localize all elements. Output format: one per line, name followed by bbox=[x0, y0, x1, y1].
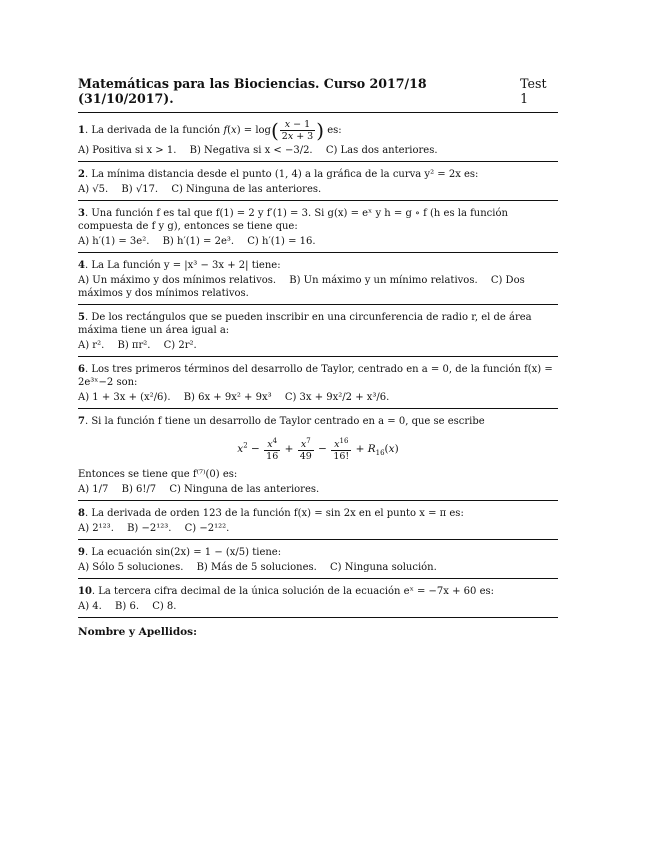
option-a[interactable]: A) 4. bbox=[78, 601, 102, 613]
option-b[interactable]: B) 6!/7 bbox=[121, 484, 157, 496]
taylor-expansion-formula: $x^2$ − $\frac{x^4}{16}$ + $\frac{x^7}{49}$ − $\frac{x^{16}}{16!}$ + $R_{16}(x)$ bbox=[237, 437, 399, 463]
question-number: 9 bbox=[78, 547, 85, 559]
question-1 bbox=[78, 113, 558, 162]
question-number: 2 bbox=[78, 169, 85, 180]
test-label: Test 1 bbox=[520, 76, 547, 106]
option-c[interactable]: C) 2r². bbox=[163, 340, 197, 351]
answer-options bbox=[78, 483, 558, 496]
option-a[interactable]: A) 2¹²³. bbox=[78, 523, 114, 535]
question-number: 1 bbox=[78, 125, 85, 136]
question-prompt: . La La función y = |x³ − 3x + 2| tiene: bbox=[84, 260, 281, 271]
question-number: 10 bbox=[78, 586, 92, 598]
question-prompt: . Si la función f tiene un desarrollo de Taylor centrado en a = 0, que se escribe bbox=[84, 416, 485, 427]
option-b[interactable]: B) −2¹²³. bbox=[127, 523, 172, 535]
question-5 bbox=[78, 305, 558, 357]
option-a[interactable]: A) h′(1) = 3e². bbox=[78, 236, 150, 247]
question-number: 6 bbox=[78, 364, 85, 375]
option-a[interactable]: A) r². bbox=[78, 340, 105, 351]
question-prompt: . La tercera cifra decimal de la única solución de la ecuación eˣ = −7x + 60 es: bbox=[91, 586, 494, 598]
answer-options bbox=[78, 339, 558, 352]
question-number: 3 bbox=[78, 208, 85, 219]
answer-options bbox=[78, 391, 558, 404]
option-c[interactable]: C) Ninguna solución. bbox=[330, 562, 437, 574]
option-b[interactable]: B) πr². bbox=[117, 340, 151, 351]
question-number: 5 bbox=[78, 312, 85, 323]
option-c[interactable]: C) −2¹²². bbox=[184, 523, 230, 535]
question-prompt: . La ecuación sin(2x) = 1 − (x/5) tiene: bbox=[84, 547, 282, 559]
question-9 bbox=[78, 540, 558, 579]
question-8 bbox=[78, 501, 558, 540]
question-prompt: . La mínima distancia desde el punto (1, 4) a la gráfica de la curva y² = 2x es: bbox=[84, 169, 479, 180]
question-prompt: . Una función f es tal que f(1) = 2 y f′(1) = 3. Si g(x) = eˣ y h = g ∘ f (h es la función compuesta de f y g), entonces se tiene que: bbox=[78, 208, 508, 232]
option-c[interactable]: C) Ninguna de las anteriores. bbox=[169, 484, 320, 496]
name-field-label: Nombre y Apellidos: bbox=[78, 626, 197, 639]
option-a[interactable]: A) Un máximo y dos mínimos relativos. bbox=[78, 275, 277, 286]
answer-options bbox=[78, 144, 558, 157]
option-b[interactable]: B) h′(1) = 2e³. bbox=[162, 236, 235, 247]
answer-options bbox=[78, 183, 558, 196]
question-followup: Entonces se tiene que f⁽⁷⁾(0) es: bbox=[78, 469, 238, 481]
option-a[interactable]: A) Sólo 5 soluciones. bbox=[78, 562, 184, 574]
option-c[interactable]: C) h′(1) = 16. bbox=[247, 236, 316, 247]
question-prompt: . De los rectángulos que se pueden inscribir en una circunferencia de radio r, el de área máxima tiene un área igual a: bbox=[78, 312, 532, 336]
question-4 bbox=[78, 253, 558, 305]
exam-page bbox=[78, 76, 558, 638]
question-prompt: . Los tres primeros términos del desarrollo de Taylor, centrado en a = 0, de la función f(x) = 2e³ˣ−2 son: bbox=[78, 364, 553, 388]
formula-derivative-function: f(x) = log( $\frac{x - 1}{2x + 3}$ ) bbox=[223, 118, 325, 143]
exam-header bbox=[78, 76, 558, 113]
answer-options bbox=[78, 522, 558, 535]
answer-options bbox=[78, 561, 558, 574]
option-c[interactable]: C) Ninguna de las anteriores. bbox=[171, 184, 322, 195]
option-b[interactable]: B) 6. bbox=[115, 601, 140, 613]
question-number: 8 bbox=[78, 508, 85, 520]
question-number: 7 bbox=[78, 416, 85, 427]
question-number: 4 bbox=[78, 260, 85, 271]
question-2 bbox=[78, 162, 558, 201]
option-a[interactable]: A) 1 + 3x + (x²/6). bbox=[78, 392, 171, 403]
option-b[interactable]: B) Un máximo y un mínimo relativos. bbox=[289, 275, 478, 286]
option-a[interactable]: A) Positiva si x > 1. bbox=[78, 145, 177, 156]
question-prompt: . La derivada de la función bbox=[84, 125, 221, 136]
option-b[interactable]: B) √17. bbox=[121, 184, 159, 195]
question-prompt-end: es: bbox=[327, 125, 342, 136]
question-prompt: . La derivada de orden 123 de la función f(x) = sin 2x en el punto x = π es: bbox=[84, 508, 464, 520]
question-3 bbox=[78, 201, 558, 253]
answer-options bbox=[78, 274, 558, 300]
option-b[interactable]: B) Más de 5 soluciones. bbox=[196, 562, 317, 574]
option-b[interactable]: B) Negativa si x < −3/2. bbox=[189, 145, 313, 156]
option-b[interactable]: B) 6x + 9x² + 9x³ bbox=[183, 392, 272, 403]
option-c[interactable]: C) Dos máximos y dos mínimos relativos. bbox=[78, 275, 525, 299]
option-c[interactable]: C) 8. bbox=[152, 601, 177, 613]
question-7 bbox=[78, 409, 558, 501]
exam-title: Matemáticas para las Biociencias. Curso 2017/18 (31/10/2017). bbox=[78, 76, 427, 106]
option-a[interactable]: A) √5. bbox=[78, 184, 109, 195]
answer-options bbox=[78, 600, 558, 613]
answer-options bbox=[78, 235, 558, 248]
option-c[interactable]: C) Las dos anteriores. bbox=[325, 145, 438, 156]
question-6 bbox=[78, 357, 558, 409]
question-10 bbox=[78, 579, 558, 618]
option-c[interactable]: C) 3x + 9x²/2 + x³/6. bbox=[284, 392, 390, 403]
option-a[interactable]: A) 1/7 bbox=[78, 484, 109, 496]
